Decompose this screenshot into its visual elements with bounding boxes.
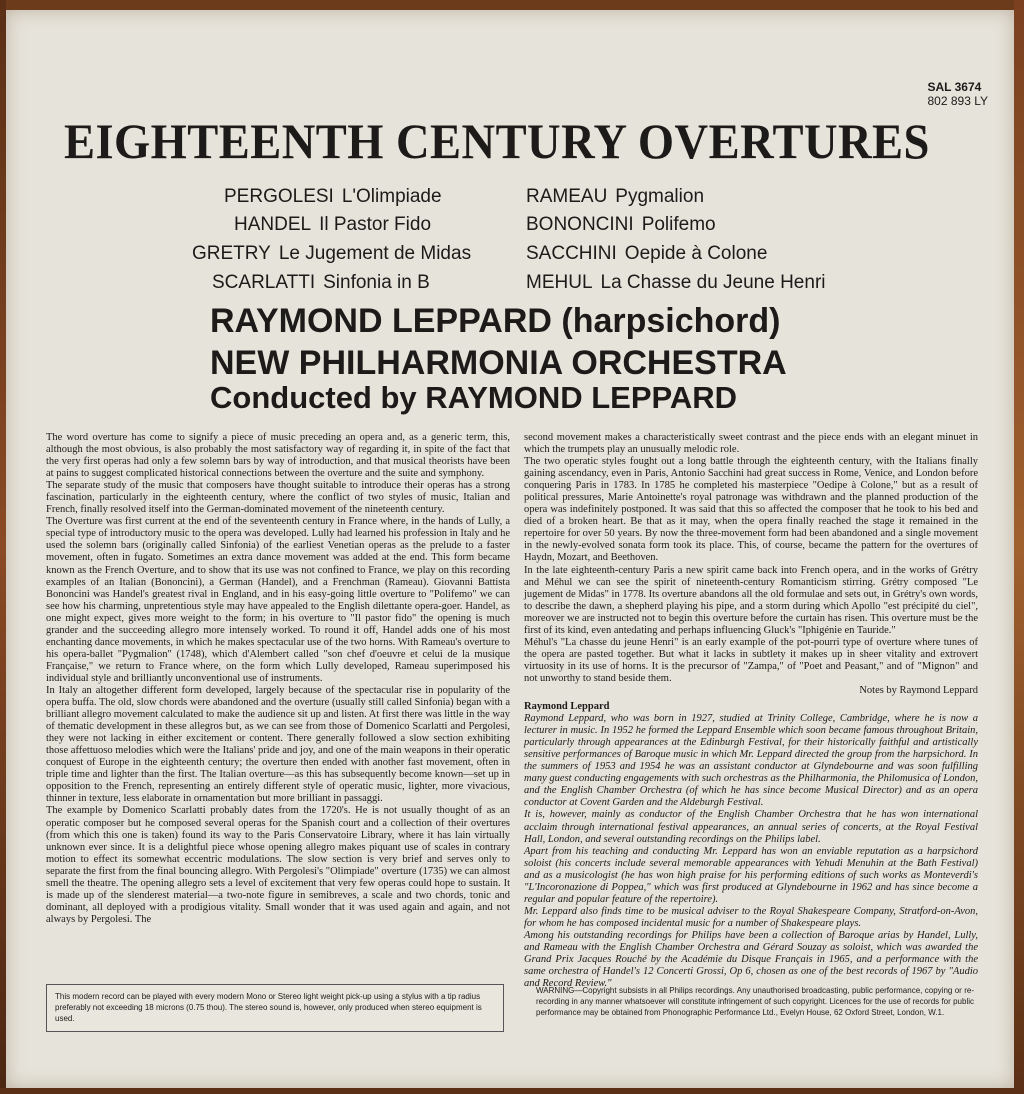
work-title: Pygmalion (615, 186, 705, 207)
work-title: Sinfonia in B (323, 272, 430, 293)
album-title: EIGHTEENTH CENTURY OVERTURES (64, 113, 930, 169)
work-item (212, 272, 430, 294)
liner-notes-left-column (46, 432, 510, 926)
catalog-number-secondary: 802 893 LY (927, 94, 988, 108)
liner-paragraph: In the late eighteenth-century Paris a new spirit came back into French opera, and in the works of Grétry and Méhul we can see the spirit of nineteenth-century Romanticism stirring. Grétry composed "Le jugement de Midas" in 1778. Its overture abandons all the old formulae and sets out, in Grétry's own words, to describe the dawn, a shepherd playing his pipe, and a storm during which Apollo "est précipité du ciel", moreover we are instructed not to begin this overture before the curtain has risen. This overture must be the first of its kind, even antedating and perhaps influencing Gluck's "Iphigénie en Tauride." (524, 564, 978, 636)
performer-credit: RAYMOND LEPPARD (harpsichord) (210, 302, 781, 340)
work-composer: HANDEL (234, 214, 312, 235)
liner-paragraph: The Overture was first current at the end of the seventeenth century in France where, in the hands of Lully, a special type of introductory music to the opera was developed. Lully had learned his profession in Italy and he used the solemn bars (originally called Sinfonia) of the earliest Venetian operas as the prelude to a faster movement, often in fugato. Sometimes an extra dance movement was added at the end. This form became known as the French Overture, and to show that its use was not confined to France, we play on this recording examples of an Italian (Bononcini), a German (Handel), and a Frenchman (Rameau). Giovanni Battista Bononcini was Handel's greatest rival in England, and in his easy-going little overture to "Polifemo" we can see how his charming, unpretentious style may have appealed to the English dilettante opera-goer. Handel, as one might expect, gives more weight to the form; in his overture to "Il pastor fido" the opening is much grander and the succeeding allegro more intensely worked. To round it off, Handel adds one of his most enchanting dance movements, in which he makes spectacular use of the two horns. With Rameau's overture to his opera-ballet "Pygmalion" (1748), which d'Alembert called "son chef d'oeuvre et celui de la musique Française," we return to France where, on the form which Lully developed, Rameau superimposed his individual style and brilliantly unconventional use of instruments. (46, 516, 510, 684)
record-sleeve-back (6, 10, 1014, 1088)
bio-paragraph: It is, however, mainly as conductor of the English Chamber Orchestra that he has won international acclaim through international festival appearances, an annual series of concerts, at the Royal Festival Hall, London, and several outstanding recordings on the Philips label. (524, 809, 978, 845)
orchestra-credit: NEW PHILHARMONIA ORCHESTRA (210, 344, 787, 382)
work-item (234, 214, 431, 236)
work-item (192, 243, 471, 265)
biography (524, 713, 978, 990)
conductor-credit: Conducted by RAYMOND LEPPARD (210, 380, 738, 415)
work-composer: PERGOLESI (224, 186, 334, 207)
copyright-warning: WARNING—Copyright subsists in all Philips recordings. Any unauthorised broadcasting, public performance, copying or re-recording in any manner whatsoever will constitute infringement of such copyright. Licences for the use of records for public performance may be obtained from Phonographic Performance Ltd., Evelyn House, 62 Oxford Street, London, W.1. (536, 986, 974, 1017)
work-item (526, 272, 826, 294)
liner-paragraph: In Italy an altogether different form developed, largely because of the spectacular rise in popularity of the opera buffa. The old, slow chords were abandoned and the overture (usually still called Sinfonia) began with a brilliant allegro movement calculated to make the audience sit up and listen. At first there was little in the way of thematic development in these allegros but, as we can see from those of Domenico Scarlatti and Pergolesi, they were not lacking in either excitement or content. There generally followed a slow section exhibiting those affettuoso melodies which were the Italians' pride and joy, and one of the main weapons in their operatic conquest of Europe in the eighteenth century; the overture then ended with another fast movement, often in triple time and lighter than the first. The Italian overture—as this has subsequently become known—set up in opposition to the French, representing an entirely different style of operatic music, lighter, more vivacious, thinner in texture, less elaborate in ornamentation but more brilliant in passaggi. (46, 684, 510, 805)
work-title: La Chasse du Jeune Henri (600, 272, 826, 293)
work-composer: GRETRY (192, 243, 271, 264)
work-title: L'Olimpiade (341, 186, 442, 207)
bio-heading: Raymond Leppard (524, 701, 610, 713)
sleeve-edge-bottom (0, 1088, 1024, 1094)
work-composer: SACCHINI (526, 243, 617, 264)
playback-notice-box: This modern record can be played with every modern Mono or Stereo light weight pick-up using a stylus with a tip radius preferably not exceeding 18 microns (0.75 thou). The stereo sound is, however, only produced when stereo equipment is used. (46, 984, 504, 1032)
sleeve-edge-right (1014, 0, 1024, 1094)
work-composer: BONONCINI (526, 214, 634, 235)
work-item (526, 214, 716, 236)
work-item (224, 186, 442, 208)
liner-paragraph: second movement makes a characteristically sweet contrast and the piece ends with an elegant minuet in which the trumpets play an unusually melodic role. (524, 432, 978, 456)
work-title: Le Jugement de Midas (278, 243, 472, 264)
liner-notes-right-column (524, 432, 978, 990)
work-item (526, 186, 704, 208)
work-title: Il Pastor Fido (319, 214, 432, 235)
bio-paragraph: Mr. Leppard also finds time to be musical adviser to the Royal Shakespeare Company, Stratford-on-Avon, for whom he has composed incidental music for a number of Shakespeare plays. (524, 905, 978, 929)
liner-paragraph: The word overture has come to signify a piece of music preceding an opera and, as a generic term, this, although the most obvious, is also probably the most satisfactory way of regarding it, in spite of the fact that the very first operas had only a few solemn bars by way of introduction, and that musical theorists have been at pains to suggest complicated historical connections between the overture and the suite and symphony. (46, 432, 510, 480)
liner-paragraph: The example by Domenico Scarlatti probably dates from the 1720's. He is not usually thought of as an operatic composer but he composed several operas for the Spanish court and a collection of their overtures (from which this one is taken) found its way to the Paris Conservatoire Library, where it has lain virtually unknown ever since. It is a delightful piece whose opening allegro makes piquant use of scales in contrary motion to effect its somewhat eccentric modulations. The slow section is very brief and serves only to separate the first from the final bouncing allegro. With Pergolesi's "Olimpiade" overture (1735) we can almost smell the theatre. The opening allegro sets a level of excitement that very few operas could hope to sustain. It is made up of the slenderest material—a two-note figure in semibreves, a scale and two chords, tonic and dominant, all deployed with a prodigious vitality. Small wonder that it was used again and again, and not always by Pergolesi. The (46, 805, 510, 925)
work-composer: RAMEAU (526, 186, 608, 207)
work-item (526, 243, 767, 265)
liner-paragraph: The separate study of the music that composers have thought suitable to introduce their operas has a strong fascination, particularly in the eighteenth century, where the conflict of two styles of music, Italian and French, finally resolved itself into the German-dominated movement of the nineteenth century. (46, 480, 510, 516)
notes-signature: Notes by Raymond Leppard (859, 684, 978, 696)
bio-paragraph: Among his outstanding recordings for Philips have been a collection of Baroque arias by Handel, Lully, and Rameau with the English Chamber Orchestra and Gérard Souzay as soloist, which was awarded the Grand Prix Jacques Rouché by the Académie du Disque Français in 1965, and a performance with the same orchestra of Handel's 12 Concerti Grossi, Op 6, chosen as one of the best records of 1967 by "Audio and Record Review." (524, 929, 978, 990)
work-title: Oepide à Colone (624, 243, 768, 264)
work-title: Polifemo (641, 214, 716, 235)
work-composer: SCARLATTI (212, 272, 316, 293)
catalog-number (928, 80, 989, 108)
bio-paragraph: Apart from his teaching and conducting Mr. Leppard has won an enviable reputation as a harpsichord soloist (his concerts include several memorable appearances with Yehudi Menuhin at the Bath Festival) and as a musicologist (he has won high praise for his performing editions of such works as Monteverdi's "L'Incoronazione di Poppea," which was first produced at Glyndebourne in 1962 and has since become a regular and popular feature of the repertoire). (524, 845, 978, 905)
work-composer: MEHUL (526, 272, 593, 293)
liner-paragraph: Méhul's "La chasse du jeune Henri" is an early example of the pot-pourri type of overture where tunes of the opera are pasted together. But what it lacks in subtlety it makes up in sheer vitality and extrovert virtuosity in its use of horns. It is the precursor of "Zampa," of "Poet and Peasant," and of "Mignon" and not unworthy to stand beside them. (524, 636, 978, 684)
bio-paragraph: Raymond Leppard, who was born in 1927, studied at Trinity College, Cambridge, where he is now a lecturer in music. In 1952 he formed the Leppard Ensemble which soon became famous throughout Britain, particularly through appearances at the Edinburgh Festival, for their historically faithful and artistically sensitive performances of Baroque music in which Mr. Leppard directed the group from the harpsichord. In the summers of 1953 and 1954 he was an assistant conductor at Glyndebourne and was soon fulfilling many guest conducting engagements with such orchestras as the Philharmonia, the Philomusica of London, and the English Chamber Orchestra (of which he has since become Musical Director) and as an opera conductor at Covent Garden and the Aldeburgh Festival. (524, 713, 978, 809)
liner-paragraph: The two operatic styles fought out a long battle through the eighteenth century, with the Italians finally gaining ascendancy, even in Paris, Antonio Sacchini had great success in Rome, Venice, and London before conquering Paris in 1783. In 1785 he completed his masterpiece "Oedipe à Colone," but as a result of political pressures, Marie Antoinette's royal patronage was withdrawn and the planned production of the opera was indefinitely postponed. It was said that this so affected the composer that he took to his bed and died of a broken heart. Be that as it may, when the opera finally reached the stage it remained in the repertoire for over 50 years. By now the three-movement form had been abandoned and a single movement in the newly-evolved sonata form took its place. This, of course, became the pattern for the overtures of Haydn, Mozart, and Beethoven. (524, 456, 978, 564)
catalog-number-primary: SAL 3674 (927, 80, 982, 94)
